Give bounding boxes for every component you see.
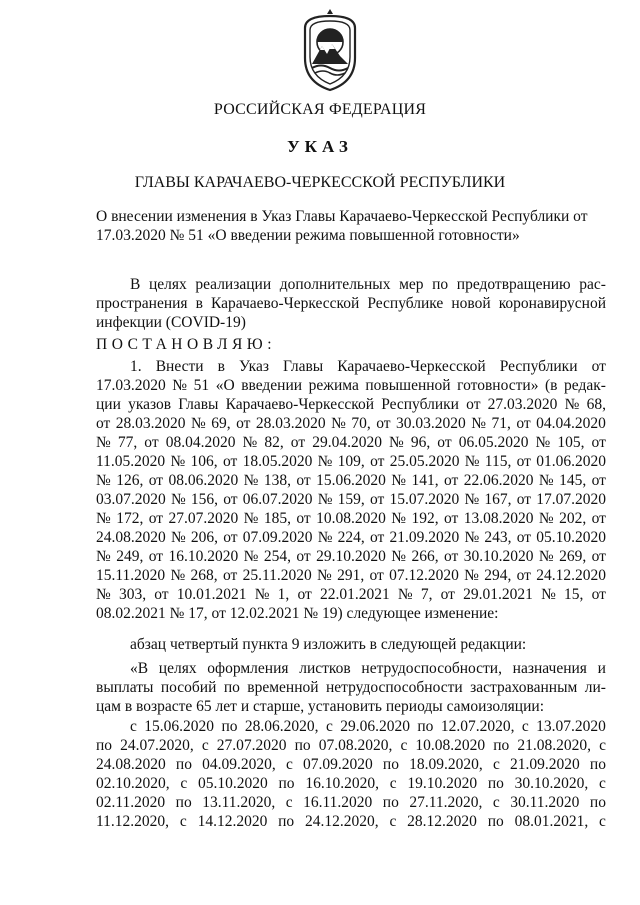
quoted-text [96, 659, 606, 716]
quote-line: «В целях оформления листков нетрудоспособности, назначения и [130, 660, 606, 677]
decree-title-line: О внесении изменения в Указ Главы Карачаево-Черкесской Республики от [96, 208, 588, 225]
preamble [96, 275, 606, 332]
paragraph-line: 1. Внести в Указ Главы Карачаево-Черкесской Республики от [130, 358, 606, 375]
paragraph-line: от 28.03.2020 № 69, от 28.03.2020 № 70, от 30.03.2020 № 71, от 04.04.2020 [96, 415, 606, 432]
abzac-line: абзац четвертый пункта 9 изложить в следующей редакции: [130, 636, 527, 653]
period-line: 02.10.2020, с 05.10.2020 по 16.10.2020, с 19.10.2020 по 30.10.2020, с [96, 775, 606, 792]
period-line: по 24.07.2020, с 27.07.2020 по 07.08.2020, с 10.08.2020 по 21.08.2020, с [96, 737, 606, 754]
preamble-line: пространения в Карачаево-Черкесской Республике новой коронавирусной [96, 295, 606, 312]
period-line: 24.08.2020 по 04.09.2020, с 07.09.2020 по 18.09.2020, с 21.09.2020 по [96, 756, 606, 773]
paragraph-line: ции указов Главы Карачаево-Черкесской Республики от 27.03.2020 № 68, [96, 396, 606, 413]
paragraph-line: № 126, от 08.06.2020 № 138, от 15.06.2020 № 141, от 22.06.2020 № 145, от [96, 472, 606, 489]
country-heading: РОССИЙСКАЯ ФЕДЕРАЦИЯ [213, 101, 427, 118]
issuer-heading: ГЛАВЫ КАРАЧАЕВО-ЧЕРКЕССКОЙ РЕСПУБЛИКИ [134, 174, 506, 191]
paragraph-line: 08.02.2021 № 17, от 12.02.2021 № 19) следующее изменение: [96, 605, 499, 622]
paragraph-line: 15.11.2020 № 268, от 25.11.2020 № 291, от 07.12.2020 № 294, от 24.12.2020 [96, 567, 606, 584]
decree-word: ПОСТАНОВЛЯЮ: [96, 336, 277, 353]
decree-section [96, 335, 606, 354]
period-line: 02.11.2020 по 13.11.2020, с 16.11.2020 по 27.11.2020, с 30.11.2020 по [96, 794, 606, 811]
quote-line: выплаты пособий по временной нетрудоспособности застрахованным ли- [96, 679, 606, 696]
paragraph-line: 24.08.2020 № 206, от 07.09.2020 № 224, от 21.09.2020 № 243, от 05.10.2020 [96, 529, 606, 546]
decree-title [96, 207, 606, 245]
period-line: с 15.06.2020 по 28.06.2020, с 29.06.2020 по 12.07.2020, с 13.07.2020 [130, 718, 606, 735]
paragraph-line: № 172, от 27.07.2020 № 185, от 10.08.2020 № 192, от 13.08.2020 № 202, от [96, 510, 606, 527]
paragraph-line: 17.03.2020 № 51 «О введении режима повышенной готовности» (в редак- [96, 377, 606, 394]
paragraph-one [96, 357, 606, 623]
preamble-line: инфекции (COVID-19) [96, 314, 246, 331]
coat-of-arms-emblem [300, 8, 360, 94]
paragraph-line: 03.07.2020 № 156, от 06.07.2020 № 159, от 15.07.2020 № 167, от 17.07.2020 [96, 491, 606, 508]
decree-title-line: 17.03.2020 № 51 «О введении режима повышенной готовности» [96, 227, 520, 244]
amendment-instruction [96, 635, 606, 654]
paragraph-line: № 303, от 10.01.2021 № 1, от 22.01.2021 № 7, от 29.01.2021 № 15, от [96, 586, 606, 603]
paragraph-line: 11.05.2020 № 106, от 18.05.2020 № 109, от 25.05.2020 № 115, от 01.06.2020 [96, 453, 606, 470]
paragraph-line: № 249, от 16.10.2020 № 254, от 29.10.2020 № 266, от 30.10.2020 № 269, от [96, 548, 606, 565]
quote-line: цам в возрасте 65 лет и старше, установить периоды самоизоляции: [96, 698, 545, 715]
isolation-periods [96, 717, 606, 831]
paragraph-line: № 77, от 08.04.2020 № 82, от 29.04.2020 № 96, от 06.05.2020 № 105, от [96, 434, 606, 451]
document-type-heading: УКАЗ [287, 137, 353, 156]
period-line: 11.12.2020, с 14.12.2020 по 24.12.2020, с 28.12.2020 по 08.01.2021, с [96, 813, 606, 830]
preamble-line: В целях реализации дополнительных мер по предотвращению рас- [130, 276, 606, 293]
